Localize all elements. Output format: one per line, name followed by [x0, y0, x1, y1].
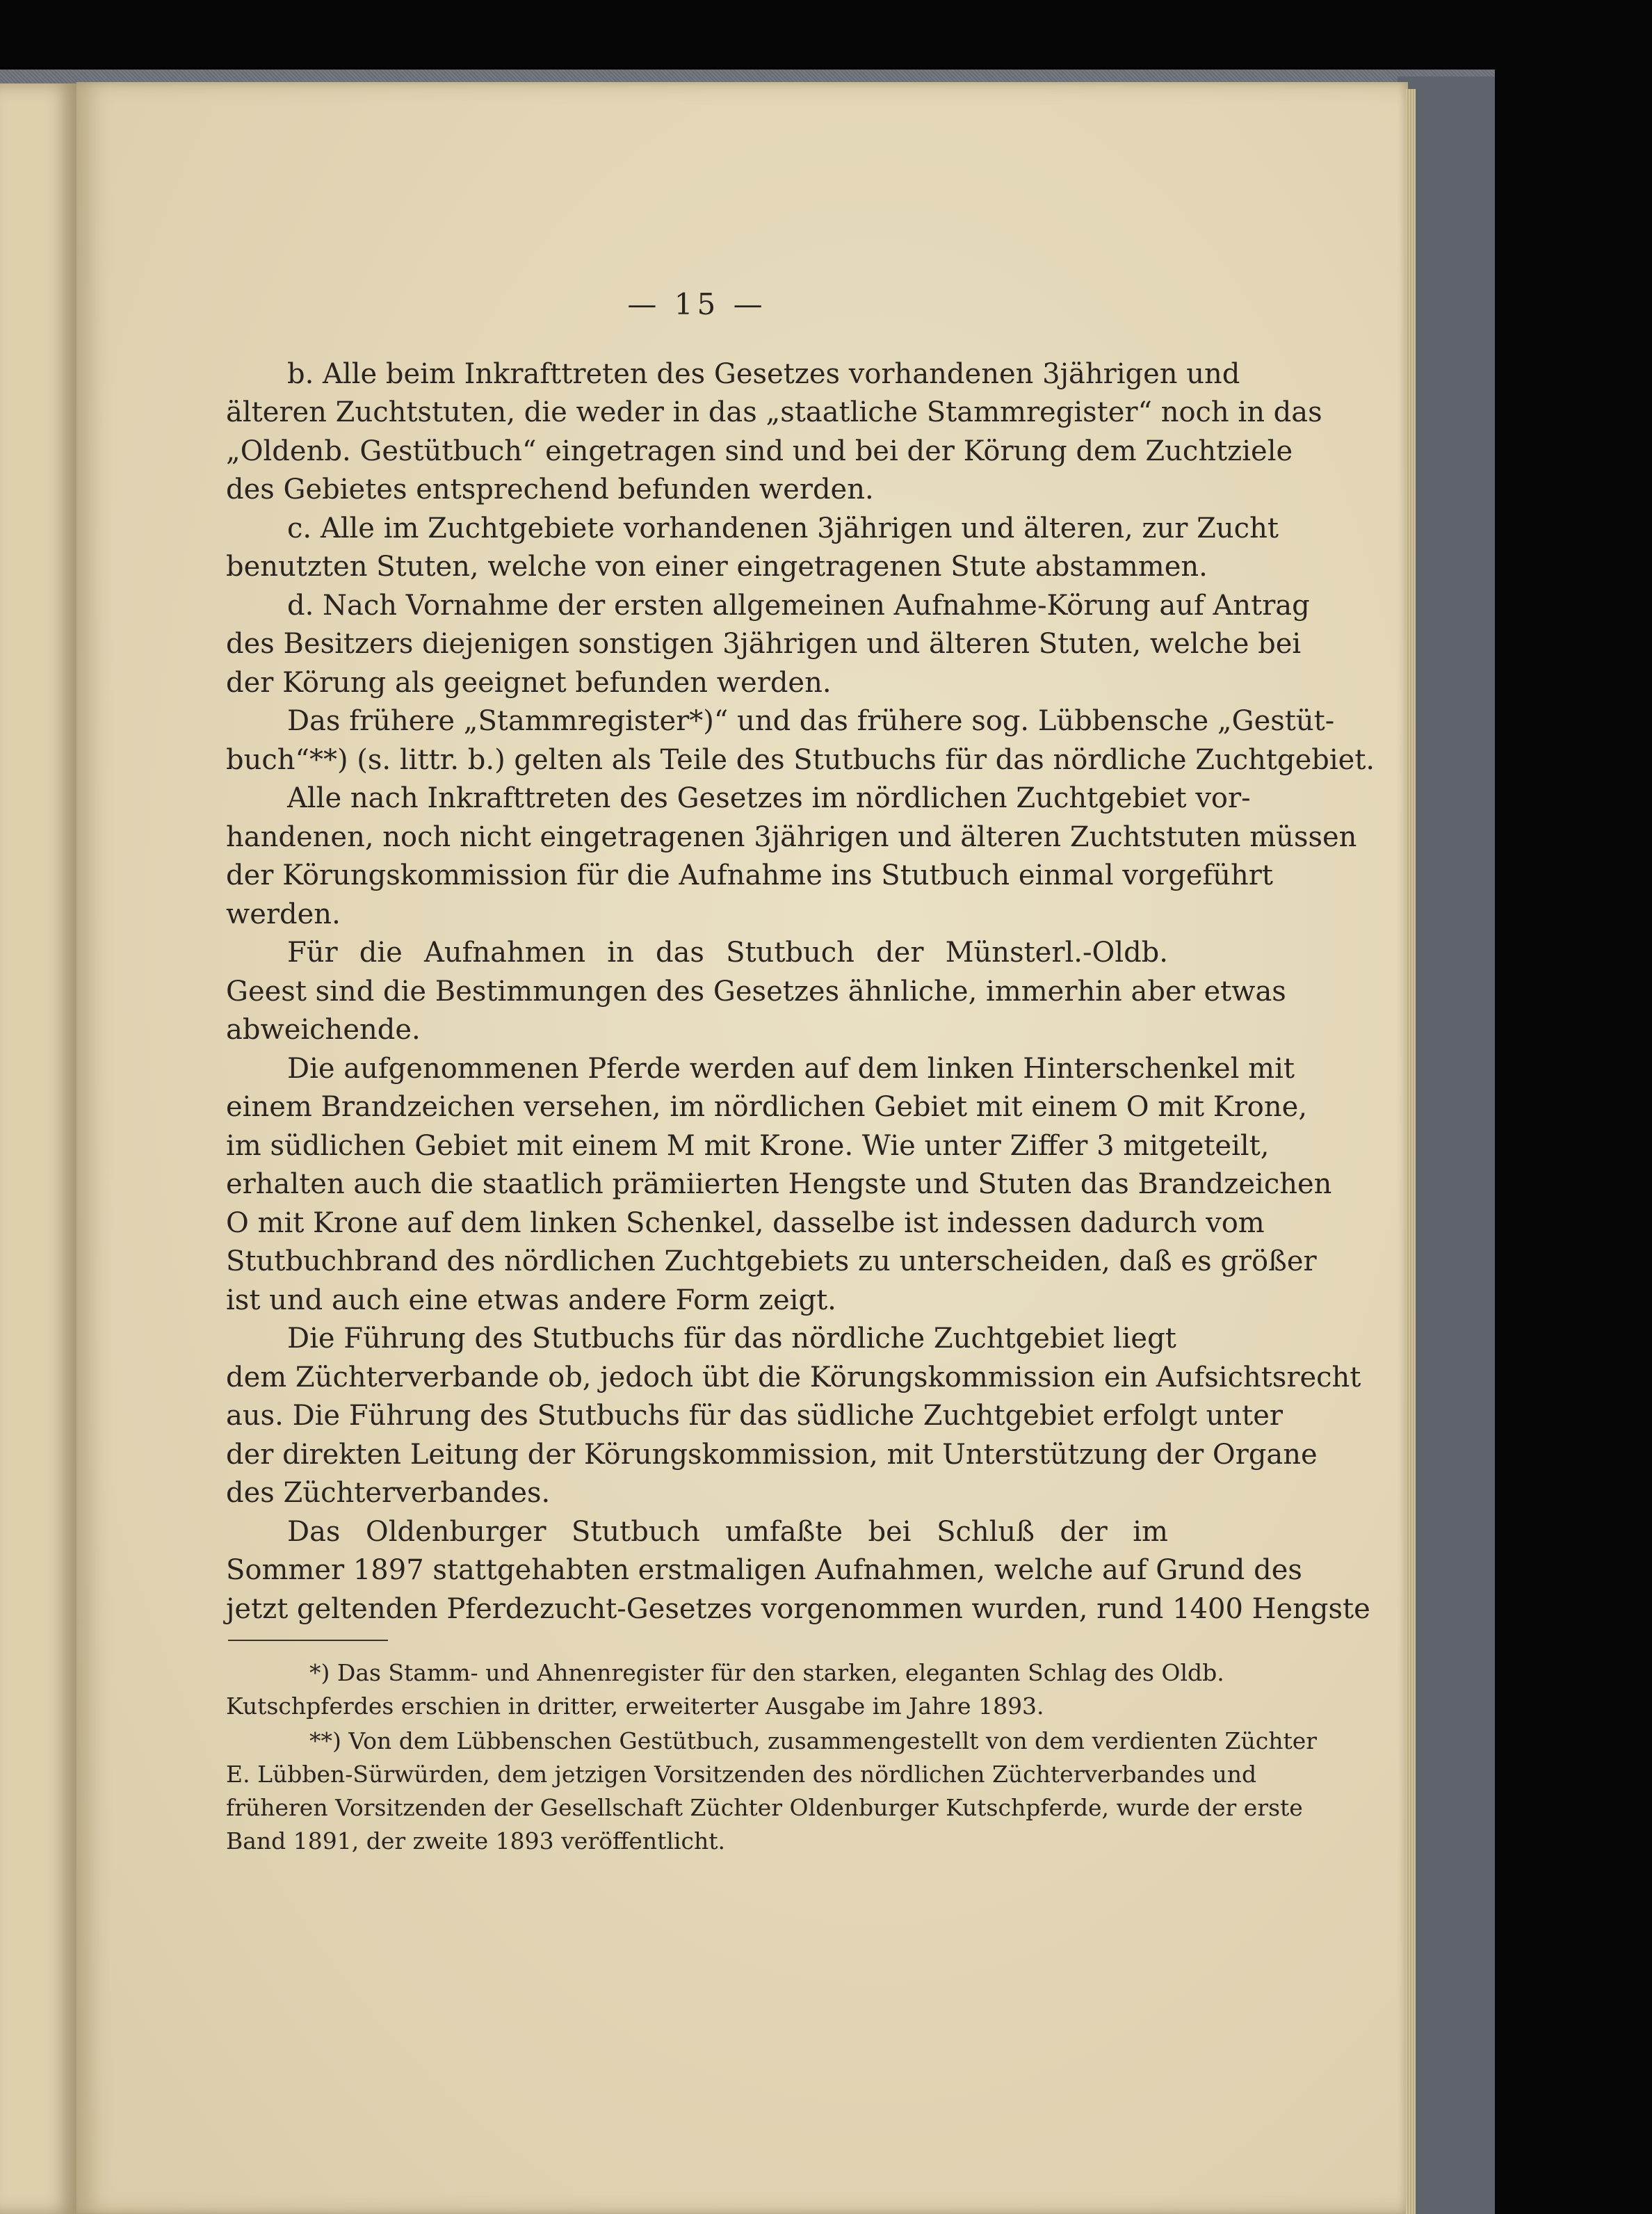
footnote-line: *) Das Stamm- und Ahnenregister für den starken, eleganten Schlag des Oldb. — [309, 1659, 1224, 1686]
text-line: erhalten auch die staatlich prämiierten Hengste und Stuten das Brandzeichen — [226, 1168, 1332, 1200]
text-line: O mit Krone auf dem linken Schenkel, dasselbe ist indessen dadurch vom — [226, 1207, 1265, 1239]
text-line: buch“**) (s. littr. b.) gelten als Teile des Stutbuchs für das nördliche Zuchtgebiet. — [226, 744, 1375, 776]
text-line: des Besitzers diejenigen sonstigen 3jährigen und älteren Stuten, welche bei — [226, 628, 1302, 660]
text-line: im südlichen Gebiet mit einem M mit Krone. Wie unter Ziffer 3 mitgeteilt, — [226, 1130, 1270, 1162]
text-line: handenen, noch nicht eingetragenen 3jährigen und älteren Zuchtstuten müssen — [226, 821, 1357, 853]
text-line: Die Führung des Stutbuchs für das nördliche Zuchtgebiet liegt — [287, 1323, 1176, 1355]
text-line: Das Oldenburger Stutbuch umfaßte bei Schluß der im — [287, 1516, 1168, 1548]
text-line: benutzten Stuten, welche von einer eingetragenen Stute abstammen. — [226, 551, 1208, 583]
text-line: der Körungskommission für die Aufnahme ins Stutbuch einmal vorgeführt — [226, 859, 1273, 891]
text-line: abweichende. — [226, 1014, 421, 1046]
text-line: „Oldenb. Gestütbuch“ eingetragen sind und bei der Körung dem Zuchtziele — [226, 435, 1293, 467]
text-line: des Gebietes entsprechend befunden werden. — [226, 474, 874, 506]
text-line: ist und auch eine etwas andere Form zeigt. — [226, 1284, 836, 1316]
text-line: des Züchterverbandes. — [226, 1477, 551, 1509]
footnote-line: **) Von dem Lübbenschen Gestütbuch, zusammengestellt von dem verdienten Züchter — [309, 1727, 1318, 1754]
footnote-line: früheren Vorsitzenden der Gesellschaft Züchter Oldenburger Kutschpferde, wurde der erste — [226, 1794, 1303, 1821]
text-line: c. Alle im Zuchtgebiete vorhandenen 3jährigen und älteren, zur Zucht — [287, 512, 1279, 544]
text-line: Stutbuchbrand des nördlichen Zuchtgebiets zu unterscheiden, daß es größer — [226, 1245, 1317, 1277]
text-line: Sommer 1897 stattgehabten erstmaligen Aufnahmen, welche auf Grund des — [226, 1554, 1302, 1586]
text-line: Das frühere „Stammregister*)“ und das frühere sog. Lübbensche „Gestüt- — [287, 705, 1335, 737]
footnote-line: E. Lübben-Sürwürden, dem jetzigen Vorsitzenden des nördlichen Züchterverbandes und — [226, 1761, 1257, 1788]
footnote-line: Kutschpferdes erschien in dritter, erweiterter Ausgabe im Jahre 1893. — [226, 1692, 1044, 1720]
text-line: Für die Aufnahmen in das Stutbuch der Münsterl.-Oldb. — [287, 937, 1168, 969]
text-line: d. Nach Vornahme der ersten allgemeinen Aufnahme-Körung auf Antrag — [287, 590, 1310, 622]
text-line: aus. Die Führung des Stutbuchs für das südliche Zuchtgebiet erfolgt unter — [226, 1400, 1283, 1432]
text-line: dem Züchterverbande ob, jedoch übt die Körungskommission ein Aufsichtsrecht — [226, 1361, 1361, 1393]
text-line: älteren Zuchtstuten, die weder in das „staatliche Stammregister“ noch in das — [226, 396, 1322, 428]
text-line: der Körung als geeignet befunden werden. — [226, 667, 832, 699]
text-line: Die aufgenommenen Pferde werden auf dem linken Hinterschenkel mit — [287, 1053, 1295, 1085]
text-line: jetzt geltenden Pferdezucht-Gesetzes vorgenommen wurden, rund 1400 Hengste — [226, 1593, 1370, 1625]
page-stack-edge — [1406, 89, 1416, 2214]
text-line: einem Brandzeichen versehen, im nördlichen Gebiet mit einem O mit Krone, — [226, 1091, 1308, 1123]
text-line: werden. — [226, 898, 341, 930]
page-number: — 15 — — [627, 287, 767, 321]
footnote-divider — [228, 1640, 388, 1641]
text-line: Alle nach Inkrafttreten des Gesetzes im nördlichen Zuchtgebiet vor- — [287, 782, 1251, 814]
text-line: der direkten Leitung der Körungskommission, mit Unterstützung der Organe — [226, 1439, 1318, 1471]
footnote-line: Band 1891, der zweite 1893 veröffentlicht. — [226, 1827, 726, 1855]
left-page-edge — [0, 83, 76, 2214]
text-line: Geest sind die Bestimmungen des Gesetzes ähnliche, immerhin aber etwas — [226, 976, 1286, 1008]
text-line: b. Alle beim Inkrafttreten des Gesetzes vorhandenen 3jährigen und — [287, 358, 1240, 390]
